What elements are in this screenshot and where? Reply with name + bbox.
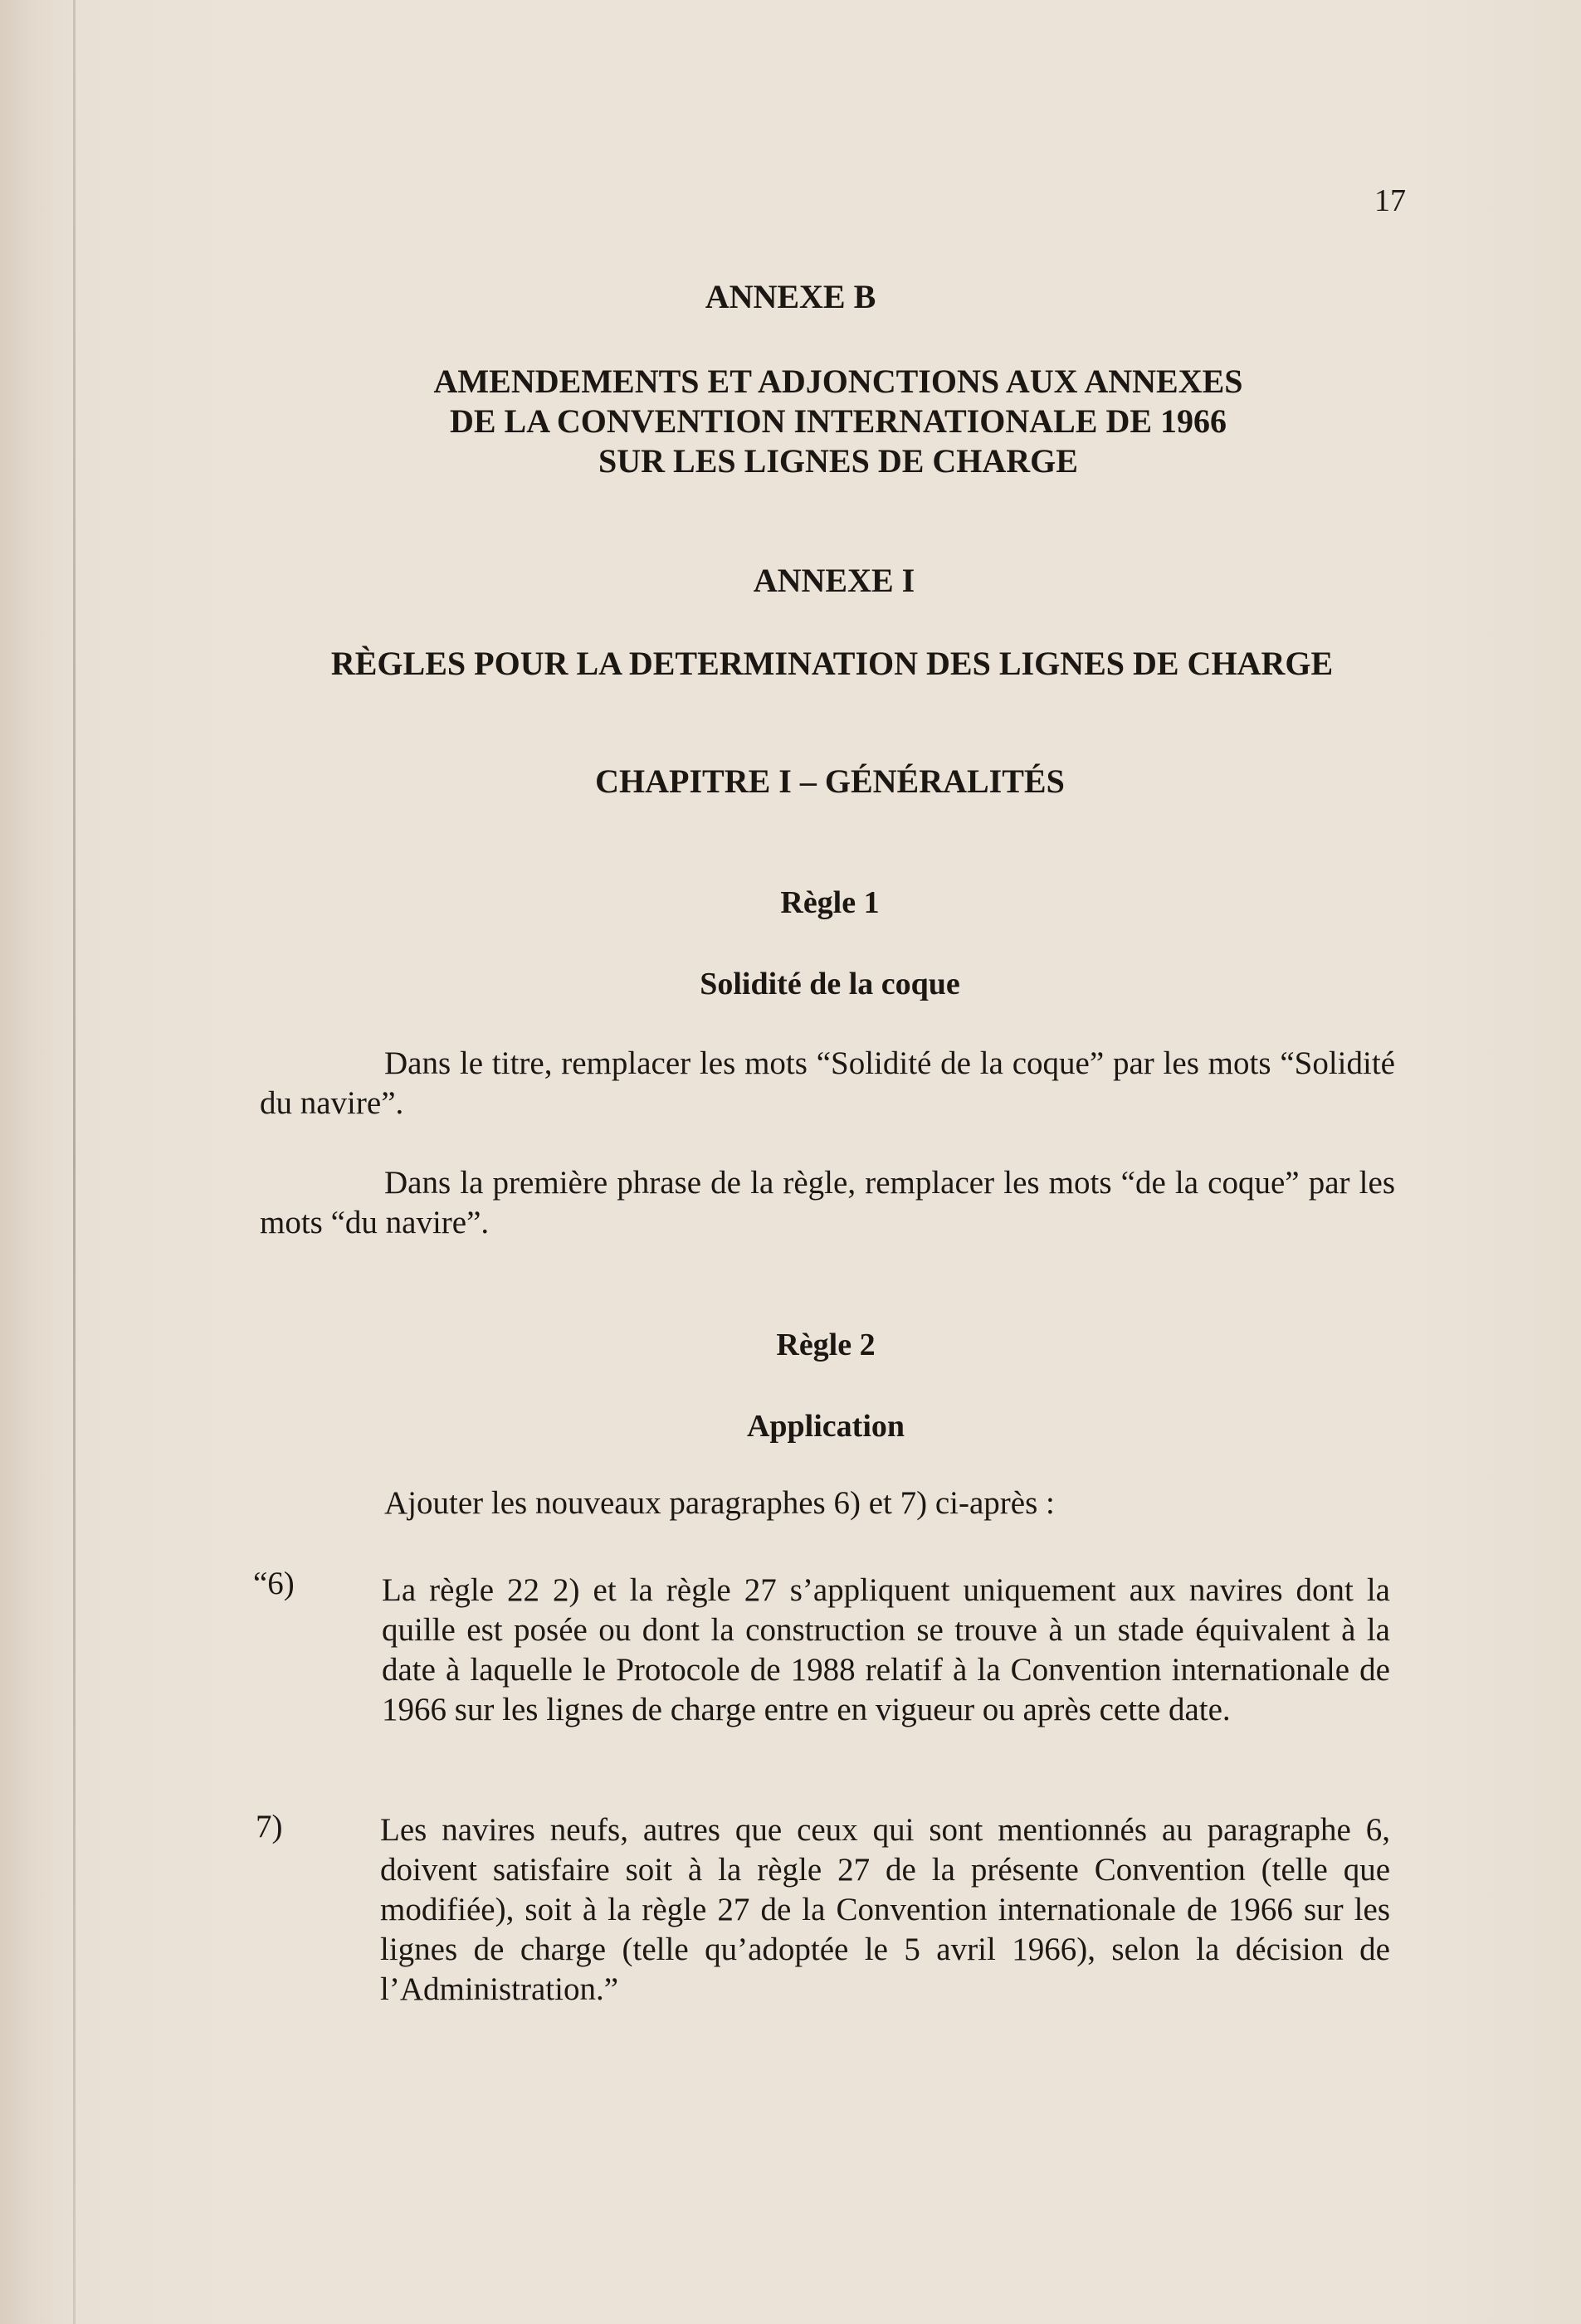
item-6-text: La règle 22 2) et la règle 27 s’appliquent uniquement aux navires dont la quille est posée ou dont la construction se trouve à un stade équivalent à la date à laquelle le Protocole de 1988 relatif à la Convention internationale de 1966 sur les lignes de charge entre en vigueur ou après cette date. xyxy=(382,1572,1390,1727)
item-7-text: Les navires neufs, autres que ceux qui sont mentionnés au paragraphe 6, doivent satisfaire soit à la règle 27 de la présente Convention (telle que modifiée), soit à la règle 27 de la Convention internationale de 1966 sur les lignes de charge (telle qu’adoptée le 5 avril 1966), selon la décision de l’Administration.” xyxy=(380,1812,1390,2007)
rule-1-label: Règle 1 xyxy=(780,885,880,920)
annex-i-heading: ANNEXE I xyxy=(753,562,915,599)
page-number: 17 xyxy=(1374,183,1406,218)
rule-2-intro: Ajouter les nouveaux paragraphes 6) et 7) ci-après : xyxy=(384,1485,1055,1521)
rule-1-subtitle: Solidité de la coque xyxy=(700,967,960,1001)
rule-2-subtitle: Application xyxy=(746,1409,905,1444)
title-line-2: DE LA CONVENTION INTERNATIONALE DE 1966 xyxy=(449,402,1227,440)
rules-title: RÈGLES POUR LA DETERMINATION DES LIGNES DE CHARGE xyxy=(330,645,1334,682)
rule-1-paragraph-2-text: Dans la première phrase de la règle, remplacer les mots “de la coque” par les mots “du navire”. xyxy=(260,1165,1395,1240)
rule-2-label: Règle 2 xyxy=(776,1328,876,1362)
title-line-1: AMENDEMENTS ET ADJONCTIONS AUX ANNEXES xyxy=(433,363,1243,400)
annex-heading: ANNEXE B xyxy=(705,278,876,315)
item-6-number: “6) xyxy=(253,1566,295,1601)
document-title xyxy=(0,362,1581,481)
chapter-heading: CHAPITRE I – GÉNÉRALITÉS xyxy=(595,762,1065,800)
rule-1-paragraph-1 xyxy=(260,1044,1395,1123)
rule-1-paragraph-2 xyxy=(260,1163,1395,1243)
binding-shadow xyxy=(73,0,76,2324)
title-line-3: SUR LES LIGNES DE CHARGE xyxy=(598,442,1078,480)
item-7-number: 7) xyxy=(256,1809,283,1844)
rule-1-paragraph-1-text: Dans le titre, remplacer les mots “Solidité de la coque” par les mots “Solidité du navire”. xyxy=(260,1045,1395,1121)
